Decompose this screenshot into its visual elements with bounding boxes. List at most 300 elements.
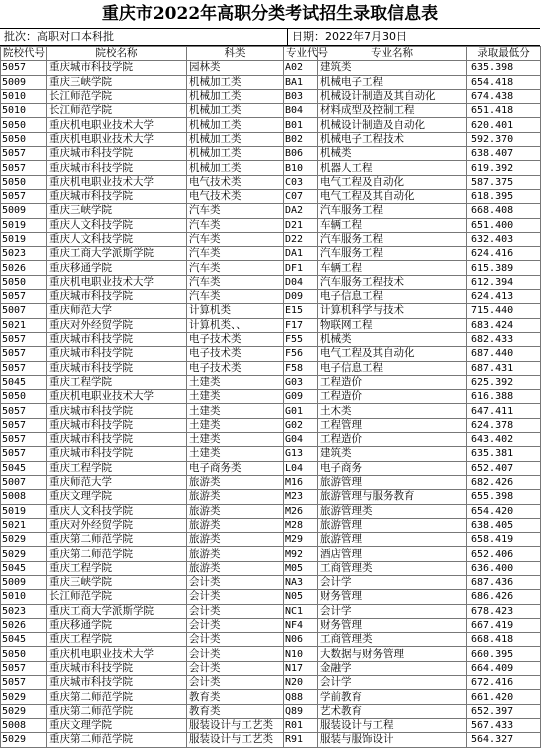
school-code-cell[interactable]: 5009 (1, 75, 47, 89)
school-name-cell[interactable]: 重庆第二师范学院 (47, 547, 187, 561)
school-name-cell[interactable]: 重庆对外经贸学院 (47, 518, 187, 532)
school-name-cell[interactable]: 重庆机电职业技术大学 (47, 175, 187, 189)
table-row[interactable] (1, 533, 541, 547)
table-row[interactable] (1, 604, 541, 618)
major-code-cell[interactable]: B04 (284, 104, 318, 118)
category-cell[interactable]: 机械加工类 (187, 89, 284, 103)
major-code-cell[interactable]: G02 (284, 418, 318, 432)
school-name-cell[interactable]: 重庆城市科技学院 (47, 290, 187, 304)
major-code-cell[interactable]: D09 (284, 290, 318, 304)
major-code-cell[interactable]: N05 (284, 590, 318, 604)
min-score-cell[interactable]: 647.411 (467, 404, 541, 418)
min-score-cell[interactable]: 667.419 (467, 618, 541, 632)
school-code-cell[interactable]: 5057 (1, 147, 47, 161)
school-name-cell[interactable]: 重庆工程学院 (47, 561, 187, 575)
major-name-cell[interactable]: 机械类 (318, 332, 467, 346)
school-name-cell[interactable]: 重庆机电职业技术大学 (47, 647, 187, 661)
school-name-cell[interactable]: 重庆第二师范学院 (47, 733, 187, 747)
category-cell[interactable]: 机械加工类 (187, 161, 284, 175)
category-cell[interactable]: 机械加工类 (187, 104, 284, 118)
school-code-cell[interactable]: 5057 (1, 433, 47, 447)
school-code-cell[interactable]: 5009 (1, 575, 47, 589)
school-code-cell[interactable]: 5057 (1, 676, 47, 690)
min-score-cell[interactable]: 635.381 (467, 447, 541, 461)
table-row[interactable] (1, 189, 541, 203)
major-code-cell[interactable]: NC1 (284, 604, 318, 618)
major-code-cell[interactable]: G03 (284, 375, 318, 389)
category-cell[interactable]: 会计类 (187, 604, 284, 618)
table-row[interactable] (1, 647, 541, 661)
category-cell[interactable]: 服装设计与工艺类 (187, 733, 284, 747)
school-code-cell[interactable]: 5057 (1, 332, 47, 346)
table-row[interactable] (1, 547, 541, 561)
school-name-cell[interactable]: 重庆工程学院 (47, 633, 187, 647)
category-cell[interactable]: 机械加工类 (187, 132, 284, 146)
major-code-cell[interactable]: C03 (284, 175, 318, 189)
school-name-cell[interactable]: 重庆城市科技学院 (47, 189, 187, 203)
school-name-cell[interactable]: 重庆人文科技学院 (47, 218, 187, 232)
school-name-cell[interactable]: 长江师范学院 (47, 104, 187, 118)
school-name-cell[interactable]: 长江师范学院 (47, 590, 187, 604)
school-code-cell[interactable]: 5045 (1, 375, 47, 389)
min-score-cell[interactable]: 660.395 (467, 647, 541, 661)
major-name-cell[interactable]: 机械设计制造及自动化 (318, 118, 467, 132)
school-code-cell[interactable]: 5008 (1, 490, 47, 504)
min-score-cell[interactable]: 643.402 (467, 433, 541, 447)
school-code-cell[interactable]: 5029 (1, 704, 47, 718)
table-row[interactable] (1, 175, 541, 189)
school-code-cell[interactable]: 5045 (1, 461, 47, 475)
school-code-cell[interactable]: 5029 (1, 533, 47, 547)
category-cell[interactable]: 旅游类 (187, 475, 284, 489)
school-name-cell[interactable]: 重庆对外经贸学院 (47, 318, 187, 332)
min-score-cell[interactable]: 620.401 (467, 118, 541, 132)
major-code-cell[interactable]: M23 (284, 490, 318, 504)
min-score-cell[interactable]: 616.388 (467, 390, 541, 404)
major-name-cell[interactable]: 汽车服务工程技术 (318, 275, 467, 289)
school-code-cell[interactable]: 5029 (1, 733, 47, 747)
major-name-cell[interactable]: 电子信息工程 (318, 361, 467, 375)
major-code-cell[interactable]: R01 (284, 718, 318, 732)
min-score-cell[interactable]: 625.392 (467, 375, 541, 389)
category-cell[interactable]: 旅游类 (187, 561, 284, 575)
major-code-cell[interactable]: M29 (284, 533, 318, 547)
min-score-cell[interactable]: 592.370 (467, 132, 541, 146)
major-code-cell[interactable]: M28 (284, 518, 318, 532)
school-code-cell[interactable]: 5008 (1, 718, 47, 732)
min-score-cell[interactable]: 683.424 (467, 318, 541, 332)
min-score-cell[interactable]: 661.420 (467, 690, 541, 704)
min-score-cell[interactable]: 658.419 (467, 533, 541, 547)
category-cell[interactable]: 会计类 (187, 661, 284, 675)
header-major-code[interactable]: 专业代号 (284, 47, 318, 61)
major-code-cell[interactable]: G09 (284, 390, 318, 404)
category-cell[interactable]: 计算机类、、 (187, 318, 284, 332)
major-name-cell[interactable]: 工程造价 (318, 375, 467, 389)
major-name-cell[interactable]: 学前教育 (318, 690, 467, 704)
school-code-cell[interactable]: 5029 (1, 547, 47, 561)
major-code-cell[interactable]: A02 (284, 61, 318, 75)
category-cell[interactable]: 旅游类 (187, 504, 284, 518)
table-row[interactable] (1, 132, 541, 146)
major-code-cell[interactable]: B03 (284, 89, 318, 103)
major-name-cell[interactable]: 车辆工程 (318, 261, 467, 275)
major-name-cell[interactable]: 金融学 (318, 661, 467, 675)
school-code-cell[interactable]: 5009 (1, 204, 47, 218)
category-cell[interactable]: 汽车类 (187, 275, 284, 289)
school-code-cell[interactable]: 5023 (1, 247, 47, 261)
major-code-cell[interactable]: DA1 (284, 247, 318, 261)
category-cell[interactable]: 电子商务类 (187, 461, 284, 475)
category-cell[interactable]: 会计类 (187, 633, 284, 647)
major-name-cell[interactable]: 工程管理 (318, 418, 467, 432)
table-row[interactable] (1, 218, 541, 232)
major-code-cell[interactable]: NA3 (284, 575, 318, 589)
table-row[interactable] (1, 261, 541, 275)
major-name-cell[interactable]: 车辆工程 (318, 218, 467, 232)
school-name-cell[interactable]: 重庆城市科技学院 (47, 161, 187, 175)
major-name-cell[interactable]: 机器人工程 (318, 161, 467, 175)
table-row[interactable] (1, 332, 541, 346)
table-row[interactable] (1, 304, 541, 318)
school-code-cell[interactable]: 5050 (1, 647, 47, 661)
category-cell[interactable]: 会计类 (187, 590, 284, 604)
school-name-cell[interactable]: 重庆工商大学派斯学院 (47, 604, 187, 618)
header-major-name[interactable]: 专业名称 (318, 47, 467, 61)
min-score-cell[interactable]: 687.440 (467, 347, 541, 361)
table-row[interactable] (1, 290, 541, 304)
major-code-cell[interactable]: B06 (284, 147, 318, 161)
major-name-cell[interactable]: 旅游管理类 (318, 504, 467, 518)
table-row[interactable] (1, 204, 541, 218)
category-cell[interactable]: 会计类 (187, 676, 284, 690)
table-row[interactable] (1, 147, 541, 161)
min-score-cell[interactable]: 687.436 (467, 575, 541, 589)
major-code-cell[interactable]: NF4 (284, 618, 318, 632)
major-code-cell[interactable]: Q88 (284, 690, 318, 704)
min-score-cell[interactable]: 618.395 (467, 189, 541, 203)
major-name-cell[interactable]: 服装设计与工程 (318, 718, 467, 732)
category-cell[interactable]: 电子技术类 (187, 361, 284, 375)
major-name-cell[interactable]: 电子商务 (318, 461, 467, 475)
school-name-cell[interactable]: 重庆人文科技学院 (47, 504, 187, 518)
major-name-cell[interactable]: 艺术教育 (318, 704, 467, 718)
major-name-cell[interactable]: 汽车服务工程 (318, 232, 467, 246)
table-row[interactable] (1, 575, 541, 589)
major-name-cell[interactable]: 汽车服务工程 (318, 204, 467, 218)
major-code-cell[interactable]: R91 (284, 733, 318, 747)
school-name-cell[interactable]: 重庆移通学院 (47, 261, 187, 275)
category-cell[interactable]: 机械加工类 (187, 118, 284, 132)
school-name-cell[interactable]: 重庆机电职业技术大学 (47, 390, 187, 404)
table-row[interactable] (1, 247, 541, 261)
major-code-cell[interactable]: B10 (284, 161, 318, 175)
school-code-cell[interactable]: 5050 (1, 118, 47, 132)
category-cell[interactable]: 会计类 (187, 575, 284, 589)
category-cell[interactable]: 电子技术类 (187, 347, 284, 361)
major-name-cell[interactable]: 大数据与财务管理 (318, 647, 467, 661)
school-code-cell[interactable]: 5026 (1, 618, 47, 632)
table-row[interactable] (1, 490, 541, 504)
category-cell[interactable]: 电气技术类 (187, 189, 284, 203)
major-name-cell[interactable]: 工程造价 (318, 433, 467, 447)
category-cell[interactable]: 机械加工类 (187, 147, 284, 161)
category-cell[interactable]: 汽车类 (187, 232, 284, 246)
major-code-cell[interactable]: N20 (284, 676, 318, 690)
school-code-cell[interactable]: 5057 (1, 361, 47, 375)
category-cell[interactable]: 土建类 (187, 418, 284, 432)
min-score-cell[interactable]: 635.398 (467, 61, 541, 75)
school-name-cell[interactable]: 重庆机电职业技术大学 (47, 275, 187, 289)
major-name-cell[interactable]: 建筑类 (318, 447, 467, 461)
table-row[interactable] (1, 104, 541, 118)
table-row[interactable] (1, 404, 541, 418)
min-score-cell[interactable]: 624.416 (467, 247, 541, 261)
category-cell[interactable]: 土建类 (187, 404, 284, 418)
min-score-cell[interactable]: 652.406 (467, 547, 541, 561)
school-code-cell[interactable]: 5023 (1, 604, 47, 618)
table-row[interactable] (1, 118, 541, 132)
header-min-score[interactable]: 录取最低分 (467, 47, 541, 61)
table-row[interactable] (1, 318, 541, 332)
min-score-cell[interactable]: 672.416 (467, 676, 541, 690)
school-name-cell[interactable]: 重庆城市科技学院 (47, 404, 187, 418)
table-row[interactable] (1, 447, 541, 461)
major-name-cell[interactable]: 电气工程及自动化 (318, 175, 467, 189)
major-code-cell[interactable]: G01 (284, 404, 318, 418)
major-name-cell[interactable]: 机械类 (318, 147, 467, 161)
major-code-cell[interactable]: G04 (284, 433, 318, 447)
category-cell[interactable]: 教育类 (187, 690, 284, 704)
major-name-cell[interactable]: 汽车服务工程 (318, 247, 467, 261)
min-score-cell[interactable]: 624.378 (467, 418, 541, 432)
table-row[interactable] (1, 418, 541, 432)
major-name-cell[interactable]: 酒店管理 (318, 547, 467, 561)
school-code-cell[interactable]: 5045 (1, 561, 47, 575)
table-row[interactable] (1, 561, 541, 575)
major-name-cell[interactable]: 旅游管理与服务教育 (318, 490, 467, 504)
min-score-cell[interactable]: 655.398 (467, 490, 541, 504)
table-row[interactable] (1, 433, 541, 447)
school-name-cell[interactable]: 重庆城市科技学院 (47, 418, 187, 432)
min-score-cell[interactable]: 686.426 (467, 590, 541, 604)
category-cell[interactable]: 土建类 (187, 447, 284, 461)
major-code-cell[interactable]: L04 (284, 461, 318, 475)
major-name-cell[interactable]: 会计学 (318, 604, 467, 618)
school-name-cell[interactable]: 重庆城市科技学院 (47, 347, 187, 361)
category-cell[interactable]: 旅游类 (187, 533, 284, 547)
school-code-cell[interactable]: 5019 (1, 504, 47, 518)
major-code-cell[interactable]: F56 (284, 347, 318, 361)
header-school-code[interactable]: 院校代号 (1, 47, 47, 61)
major-name-cell[interactable]: 计算机科学与技术 (318, 304, 467, 318)
school-name-cell[interactable]: 重庆工程学院 (47, 375, 187, 389)
table-row[interactable] (1, 232, 541, 246)
table-row[interactable] (1, 347, 541, 361)
category-cell[interactable]: 机械加工类 (187, 75, 284, 89)
major-name-cell[interactable]: 工程造价 (318, 390, 467, 404)
school-name-cell[interactable]: 重庆城市科技学院 (47, 332, 187, 346)
school-name-cell[interactable]: 重庆城市科技学院 (47, 361, 187, 375)
min-score-cell[interactable]: 652.397 (467, 704, 541, 718)
major-name-cell[interactable]: 电气工程及其自动化 (318, 189, 467, 203)
table-row[interactable] (1, 390, 541, 404)
category-cell[interactable]: 电子技术类 (187, 332, 284, 346)
major-name-cell[interactable]: 土木类 (318, 404, 467, 418)
school-name-cell[interactable]: 重庆师范大学 (47, 475, 187, 489)
school-code-cell[interactable]: 5019 (1, 218, 47, 232)
school-name-cell[interactable]: 重庆文理学院 (47, 718, 187, 732)
major-code-cell[interactable]: C07 (284, 189, 318, 203)
school-code-cell[interactable]: 5050 (1, 390, 47, 404)
category-cell[interactable]: 会计类 (187, 618, 284, 632)
school-code-cell[interactable]: 5057 (1, 418, 47, 432)
school-name-cell[interactable]: 重庆工商大学派斯学院 (47, 247, 187, 261)
min-score-cell[interactable]: 564.327 (467, 733, 541, 747)
school-code-cell[interactable]: 5026 (1, 261, 47, 275)
school-name-cell[interactable]: 重庆城市科技学院 (47, 661, 187, 675)
min-score-cell[interactable]: 687.431 (467, 361, 541, 375)
major-name-cell[interactable]: 电气工程及其自动化 (318, 347, 467, 361)
min-score-cell[interactable]: 632.403 (467, 232, 541, 246)
min-score-cell[interactable]: 636.400 (467, 561, 541, 575)
school-code-cell[interactable]: 5050 (1, 132, 47, 146)
min-score-cell[interactable]: 664.409 (467, 661, 541, 675)
school-name-cell[interactable]: 重庆三峡学院 (47, 204, 187, 218)
table-row[interactable] (1, 75, 541, 89)
major-code-cell[interactable]: B01 (284, 118, 318, 132)
min-score-cell[interactable]: 682.433 (467, 332, 541, 346)
school-code-cell[interactable]: 5029 (1, 690, 47, 704)
major-name-cell[interactable]: 工商管理类 (318, 561, 467, 575)
header-category[interactable]: 科类 (187, 47, 284, 61)
category-cell[interactable]: 服装设计与工艺类 (187, 718, 284, 732)
school-code-cell[interactable]: 5021 (1, 518, 47, 532)
school-code-cell[interactable]: 5010 (1, 104, 47, 118)
min-score-cell[interactable]: 652.407 (467, 461, 541, 475)
school-code-cell[interactable]: 5050 (1, 175, 47, 189)
min-score-cell[interactable]: 587.375 (467, 175, 541, 189)
category-cell[interactable]: 园林类 (187, 61, 284, 75)
school-name-cell[interactable]: 重庆三峡学院 (47, 75, 187, 89)
min-score-cell[interactable]: 654.418 (467, 75, 541, 89)
school-code-cell[interactable]: 5057 (1, 290, 47, 304)
table-row[interactable] (1, 461, 541, 475)
table-row[interactable] (1, 704, 541, 718)
school-name-cell[interactable]: 长江师范学院 (47, 89, 187, 103)
major-name-cell[interactable]: 机械设计制造及其自动化 (318, 89, 467, 103)
table-row[interactable] (1, 590, 541, 604)
major-code-cell[interactable]: E15 (284, 304, 318, 318)
header-school-name[interactable]: 院校名称 (47, 47, 187, 61)
major-code-cell[interactable]: DA2 (284, 204, 318, 218)
min-score-cell[interactable]: 567.433 (467, 718, 541, 732)
min-score-cell[interactable]: 615.389 (467, 261, 541, 275)
major-code-cell[interactable]: N17 (284, 661, 318, 675)
major-name-cell[interactable]: 电子信息工程 (318, 290, 467, 304)
min-score-cell[interactable]: 668.418 (467, 633, 541, 647)
major-name-cell[interactable]: 材料成型及控制工程 (318, 104, 467, 118)
category-cell[interactable]: 教育类 (187, 704, 284, 718)
major-code-cell[interactable]: D22 (284, 232, 318, 246)
category-cell[interactable]: 汽车类 (187, 204, 284, 218)
school-code-cell[interactable]: 5007 (1, 475, 47, 489)
category-cell[interactable]: 电气技术类 (187, 175, 284, 189)
school-code-cell[interactable]: 5057 (1, 161, 47, 175)
major-code-cell[interactable]: G13 (284, 447, 318, 461)
major-code-cell[interactable]: M26 (284, 504, 318, 518)
major-name-cell[interactable]: 财务管理 (318, 590, 467, 604)
min-score-cell[interactable]: 651.400 (467, 218, 541, 232)
table-row[interactable] (1, 718, 541, 732)
category-cell[interactable]: 汽车类 (187, 247, 284, 261)
category-cell[interactable]: 汽车类 (187, 218, 284, 232)
min-score-cell[interactable]: 638.407 (467, 147, 541, 161)
table-row[interactable] (1, 275, 541, 289)
min-score-cell[interactable]: 651.418 (467, 104, 541, 118)
major-code-cell[interactable]: D04 (284, 275, 318, 289)
school-code-cell[interactable]: 5057 (1, 447, 47, 461)
major-name-cell[interactable]: 机械电子工程 (318, 75, 467, 89)
major-code-cell[interactable]: B02 (284, 132, 318, 146)
min-score-cell[interactable]: 619.392 (467, 161, 541, 175)
category-cell[interactable]: 会计类 (187, 647, 284, 661)
school-code-cell[interactable]: 5057 (1, 347, 47, 361)
min-score-cell[interactable]: 668.408 (467, 204, 541, 218)
major-name-cell[interactable]: 物联网工程 (318, 318, 467, 332)
school-name-cell[interactable]: 重庆人文科技学院 (47, 232, 187, 246)
table-row[interactable] (1, 475, 541, 489)
school-code-cell[interactable]: 5007 (1, 304, 47, 318)
major-name-cell[interactable]: 机械电子工程技术 (318, 132, 467, 146)
category-cell[interactable]: 土建类 (187, 390, 284, 404)
school-code-cell[interactable]: 5057 (1, 61, 47, 75)
table-row[interactable] (1, 733, 541, 747)
school-name-cell[interactable]: 重庆移通学院 (47, 618, 187, 632)
table-row[interactable] (1, 161, 541, 175)
school-code-cell[interactable]: 5010 (1, 89, 47, 103)
table-row[interactable] (1, 504, 541, 518)
school-name-cell[interactable]: 重庆第二师范学院 (47, 704, 187, 718)
table-row[interactable] (1, 633, 541, 647)
min-score-cell[interactable]: 638.405 (467, 518, 541, 532)
table-row[interactable] (1, 89, 541, 103)
major-name-cell[interactable]: 旅游管理 (318, 533, 467, 547)
major-code-cell[interactable]: M92 (284, 547, 318, 561)
table-row[interactable] (1, 518, 541, 532)
major-code-cell[interactable]: M16 (284, 475, 318, 489)
school-name-cell[interactable]: 重庆城市科技学院 (47, 61, 187, 75)
table-row[interactable] (1, 676, 541, 690)
school-name-cell[interactable]: 重庆第二师范学院 (47, 690, 187, 704)
school-name-cell[interactable]: 重庆城市科技学院 (47, 147, 187, 161)
table-row[interactable] (1, 361, 541, 375)
category-cell[interactable]: 旅游类 (187, 490, 284, 504)
major-name-cell[interactable]: 服装与服饰设计 (318, 733, 467, 747)
min-score-cell[interactable]: 678.423 (467, 604, 541, 618)
min-score-cell[interactable]: 674.438 (467, 89, 541, 103)
school-code-cell[interactable]: 5057 (1, 404, 47, 418)
major-code-cell[interactable]: BA1 (284, 75, 318, 89)
school-code-cell[interactable]: 5057 (1, 661, 47, 675)
school-code-cell[interactable]: 5021 (1, 318, 47, 332)
school-code-cell[interactable]: 5045 (1, 633, 47, 647)
category-cell[interactable]: 汽车类 (187, 261, 284, 275)
major-name-cell[interactable]: 会计学 (318, 676, 467, 690)
category-cell[interactable]: 计算机类 (187, 304, 284, 318)
table-row[interactable] (1, 661, 541, 675)
category-cell[interactable]: 汽车类 (187, 290, 284, 304)
